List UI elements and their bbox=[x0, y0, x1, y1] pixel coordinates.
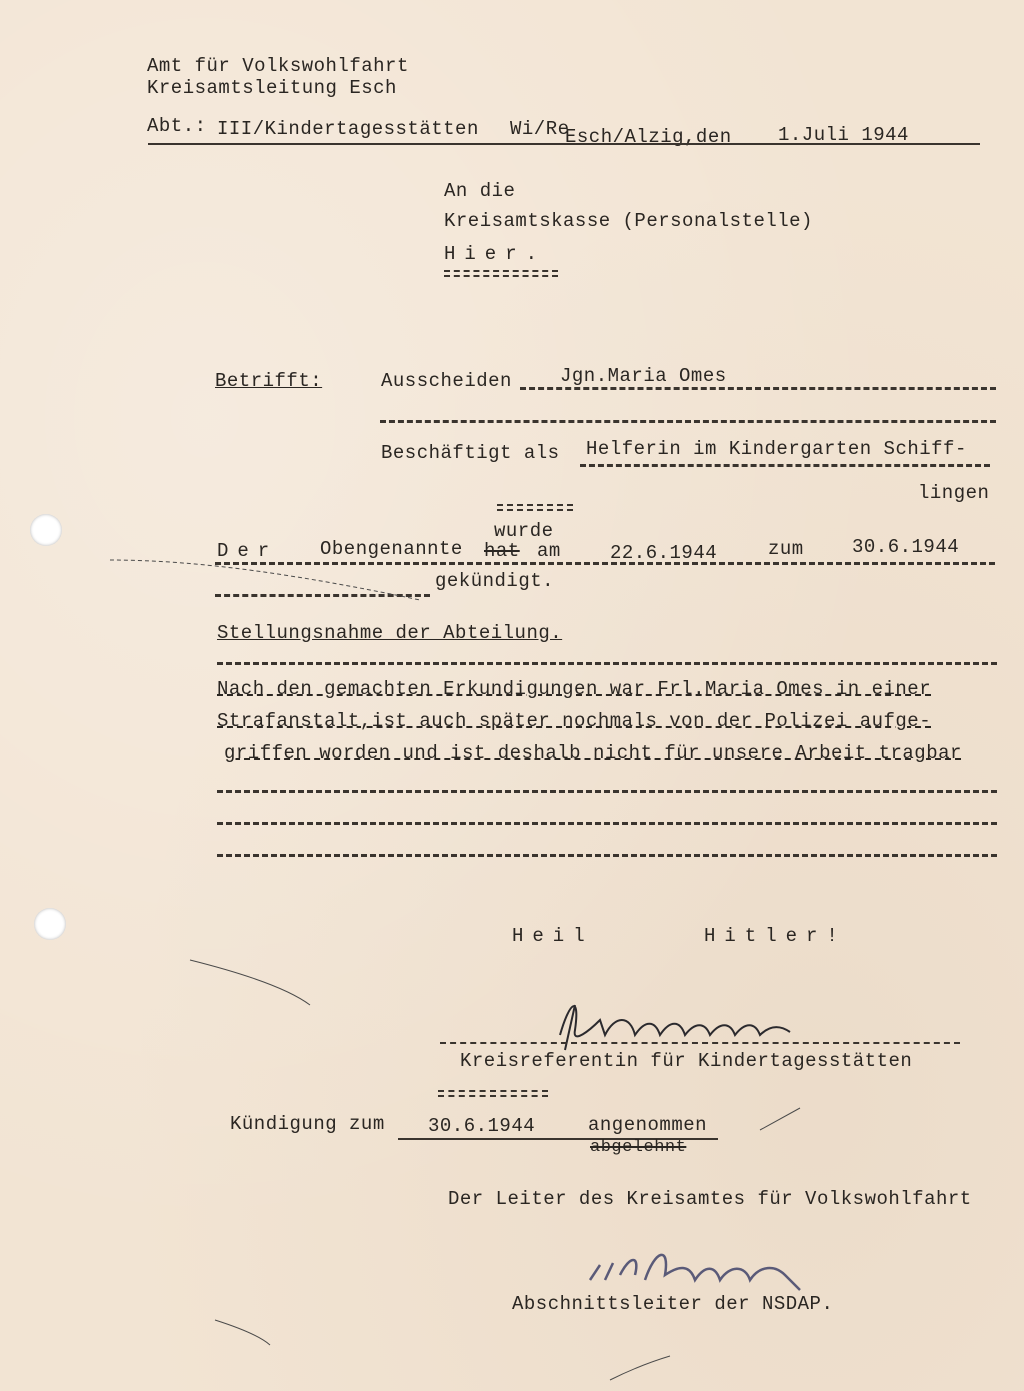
office-name: Amt für Volkswohlfahrt bbox=[147, 55, 409, 77]
employed-label: Beschäftigt als bbox=[381, 442, 560, 464]
leader-role: Abschnittsleiter der NSDAP. bbox=[512, 1293, 834, 1315]
closing-role: Kreisreferentin für Kindertagesstätten bbox=[460, 1050, 913, 1072]
reference: Wi/Re bbox=[510, 118, 570, 140]
notice-date-from: 22.6.1944 bbox=[610, 542, 718, 564]
statement-heading: Stellungsnahme der Abteilung. bbox=[217, 622, 563, 644]
notice-date-to: 30.6.1944 bbox=[852, 536, 960, 558]
acceptance-label: Kündigung zum bbox=[230, 1113, 385, 1135]
notice-gekuendigt: gekündigt. bbox=[435, 570, 555, 592]
acceptance-rejected: abgelehnt bbox=[590, 1138, 687, 1157]
acceptance-date: 30.6.1944 bbox=[428, 1115, 536, 1137]
notice-zum: zum bbox=[768, 538, 804, 560]
statement-line3: griffen worden und ist deshalb nicht für unsere Arbeit tragbar bbox=[224, 742, 962, 764]
notice-am: am bbox=[537, 540, 561, 562]
notice-obengenannte: Obengenannte bbox=[320, 538, 463, 560]
closing-hitler: Hitler! bbox=[704, 925, 847, 947]
recipient-line3: Hier. bbox=[444, 243, 547, 265]
place-date-label: Esch/Alzig,den bbox=[565, 126, 732, 148]
acceptance-accepted: angenommen bbox=[588, 1114, 708, 1136]
abt-label: Abt.: bbox=[147, 115, 207, 137]
recipient-line1: An die bbox=[444, 180, 516, 202]
statement-line2: Strafanstalt,ist auch später nochmals von der Polizei aufge- bbox=[217, 710, 932, 732]
person-name: Jgn.Maria Omes bbox=[560, 365, 727, 387]
employed-value: Helferin im Kindergarten Schiff- bbox=[586, 438, 967, 460]
abt-value: III/Kindertagesstätten bbox=[217, 118, 479, 140]
notice-der: Der bbox=[217, 540, 279, 562]
notice-hat-struck: hat bbox=[484, 540, 520, 562]
statement-line1: Nach den gemachten Erkundigungen war Frl.Maria Omes in einer bbox=[217, 678, 932, 700]
letter-date: 1.Juli 1944 bbox=[778, 124, 909, 146]
ausscheiden-label: Ausscheiden bbox=[381, 370, 512, 392]
recipient-line2: Kreisamtskasse (Personalstelle) bbox=[444, 210, 813, 232]
closing-heil: Heil bbox=[512, 925, 594, 947]
employed-value-cont: lingen bbox=[918, 482, 990, 504]
subject-label: Betrifft: bbox=[215, 370, 323, 392]
office-subdivision: Kreisamtsleitung Esch bbox=[147, 77, 397, 99]
notice-wurde: wurde bbox=[494, 520, 554, 542]
leader-title: Der Leiter des Kreisamtes für Volkswohlfahrt bbox=[448, 1188, 972, 1210]
